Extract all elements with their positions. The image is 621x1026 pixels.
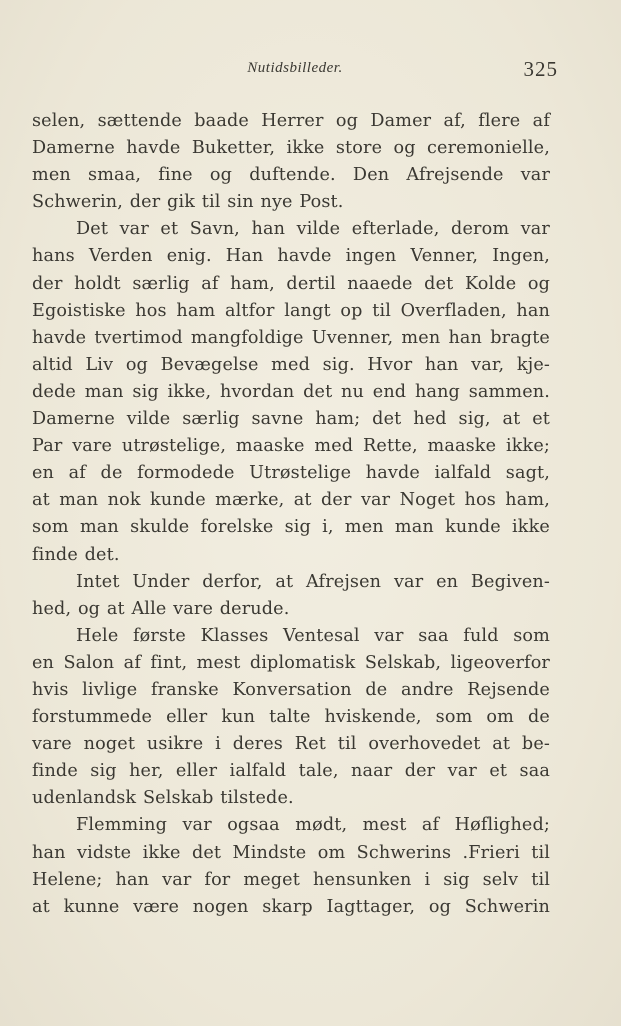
running-title: Nutidsbilleder. — [247, 60, 343, 76]
text-line: Egoistiske hos ham altfor langt op til Overfladen, han — [32, 300, 550, 321]
text-line: Hele første Klasses Ventesal var saa fuld som — [76, 625, 550, 646]
text-line: udenlandsk Selskab tilstede. — [32, 788, 294, 809]
text-line: at man nok kunde mærke, at der var Noget hos ham, — [32, 490, 550, 511]
body-text — [32, 108, 550, 921]
text-line: havde tvertimod mangfoldige Uvenner, men han bragte — [32, 327, 550, 348]
page-number: 325 — [523, 57, 558, 81]
text-line: Flemming var ogsaa mødt, mest af Høflighed; — [76, 815, 550, 836]
text-line: altid Liv og Bevægelse med sig. Hvor han var, kje- — [32, 354, 550, 375]
text-line: hed, og at Alle vare derude. — [32, 598, 290, 619]
text-line: men smaa, fine og duftende. Den Afrejsende var — [32, 165, 550, 186]
text-line: Schwerin, der gik til sin nye Post. — [32, 192, 344, 213]
text-line: Damerne havde Buketter, ikke store og ceremonielle, — [32, 138, 550, 159]
text-line: hans Verden enig. Han havde ingen Venner, Ingen, — [32, 246, 550, 267]
text-line: Helene; han var for meget hensunken i sig selv til — [32, 869, 550, 890]
text-line: en Salon af fint, mest diplomatisk Selskab, ligeoverfor — [32, 652, 550, 673]
text-line: Intet Under derfor, at Afrejsen var en Begiven- — [76, 571, 550, 592]
text-line: selen, sættende baade Herrer og Damer af, flere af — [32, 111, 550, 131]
text-line: en af de formodede Utrøstelige havde ialfald sagt, — [32, 463, 550, 484]
text-line: Det var et Savn, han vilde efterlade, derom var — [76, 219, 550, 240]
page-header — [32, 57, 558, 84]
text-line: Par vare utrøstelige, maaske med Rette, maaske ikke; — [32, 436, 550, 457]
text-line: finde det. — [32, 544, 120, 565]
text-line: som man skulde forelske sig i, men man kunde ikke — [32, 517, 550, 538]
text-line: finde sig her, eller ialfald tale, naar der var et saa — [32, 761, 550, 782]
text-line: dede man sig ikke, hvordan det nu end hang sammen. — [32, 381, 550, 402]
text-line: at kunne være nogen skarp Iagttager, og Schwerin — [32, 896, 550, 917]
text-line: han vidste ikke det Mindste om Schwerins .Frieri til — [32, 842, 550, 863]
text-line: der holdt særlig af ham, dertil naaede det Kolde og — [32, 273, 550, 294]
text-line: hvis livlige franske Konversation de andre Rejsende — [32, 679, 550, 700]
text-line: forstummede eller kun talte hviskende, som om de — [32, 707, 550, 728]
text-line: Damerne vilde særlig savne ham; det hed sig, at et — [32, 409, 550, 430]
text-line: vare noget usikre i deres Ret til overhovedet at be- — [32, 734, 550, 755]
